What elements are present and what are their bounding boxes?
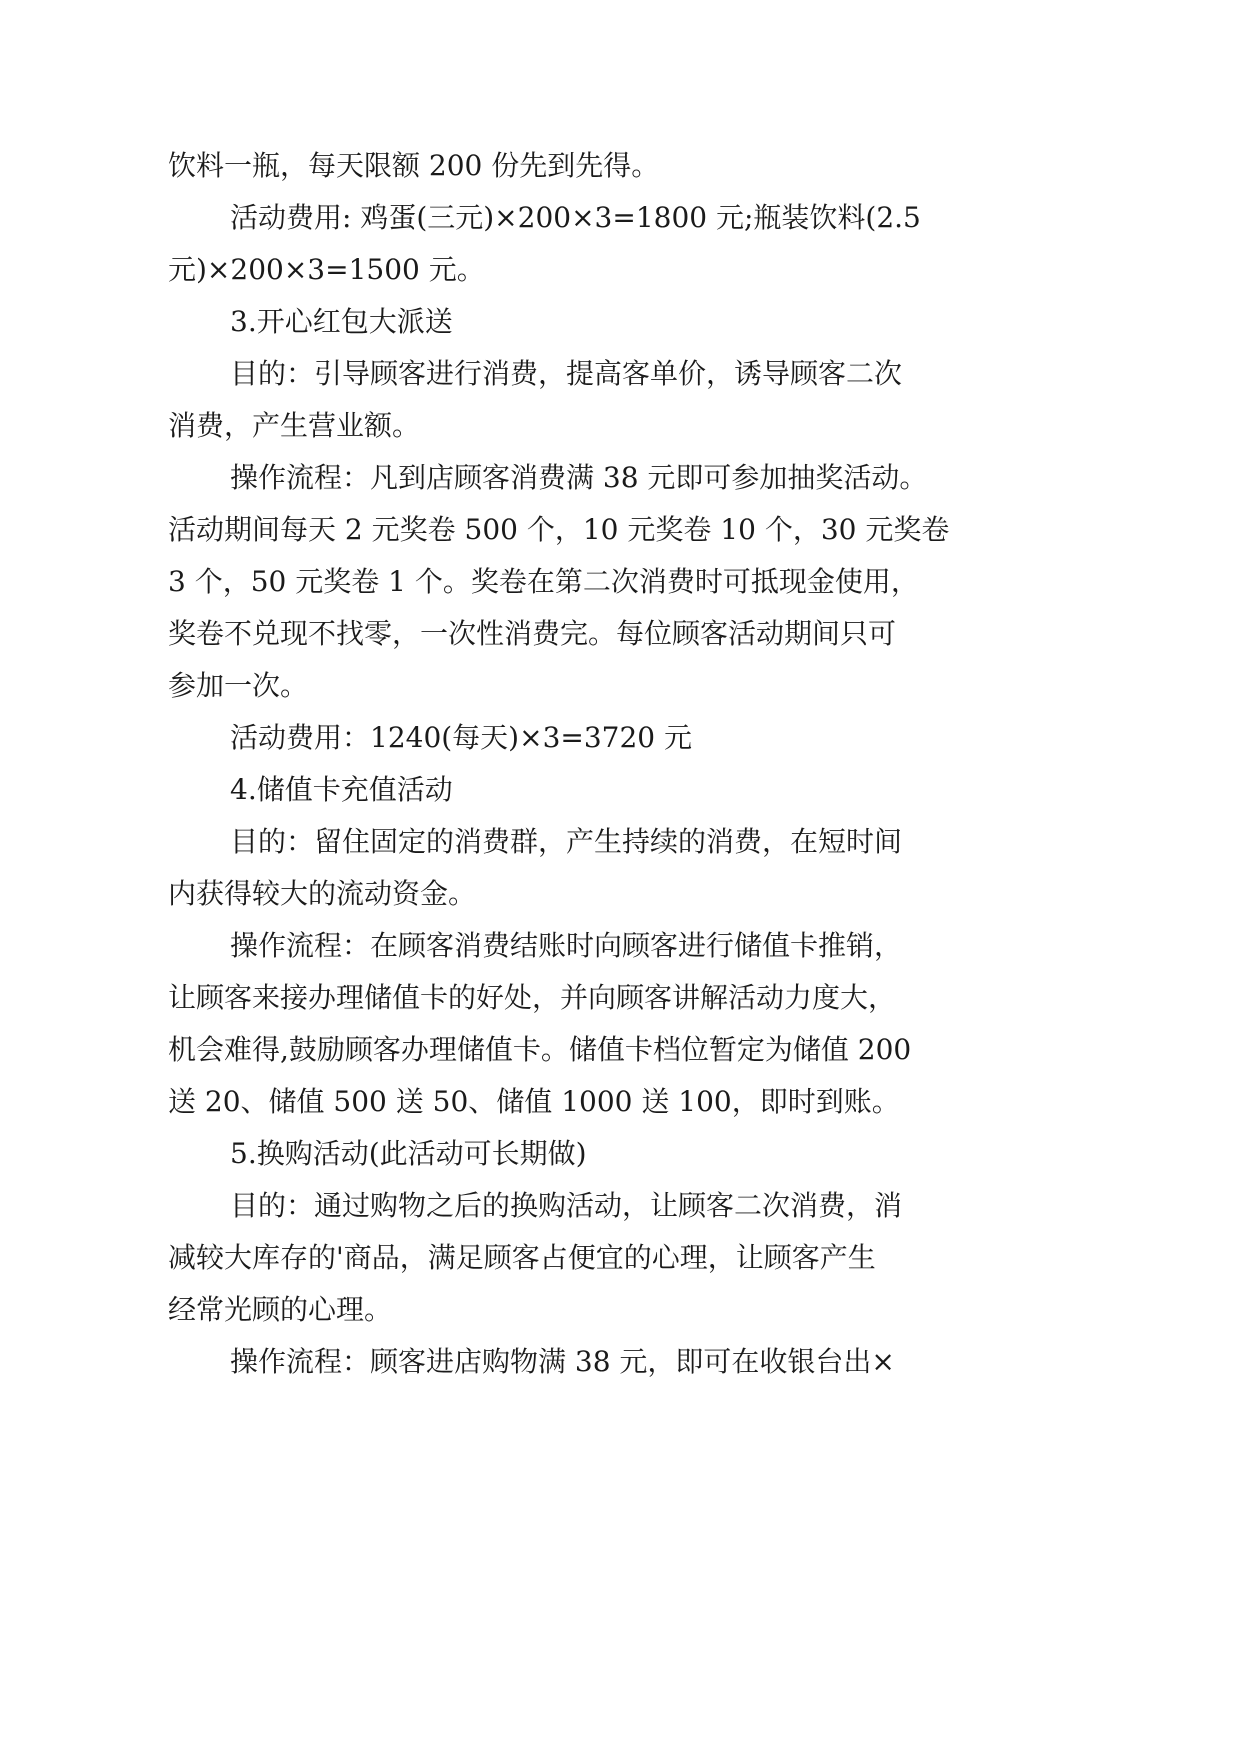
text-line-3: 元)×200×3=1500 元。 [168,253,485,286]
text-line-16: 操作流程：在顾客消费结账时向顾客进行储值卡推销， [230,929,903,962]
text-line-18: 机会难得,鼓励顾客办理储值卡。储值卡档位暂定为储值 200 [168,1033,912,1066]
section-heading-5: 5.换购活动(此活动可长期做) [230,1137,587,1170]
text-line-6: 消费，产生营业额。 [168,409,421,442]
text-line-8: 活动期间每天 2 元奖卷 500 个，10 元奖卷 10 个，30 元奖卷 [168,513,950,546]
text-line-14: 目的：留住固定的消费群，产生持续的消费，在短时间 [230,825,903,858]
text-line-11: 参加一次。 [168,669,309,702]
text-line-19: 送 20、储值 500 送 50、储值 1000 送 100，即时到账。 [168,1085,900,1118]
text-line-21: 目的：通过购物之后的换购活动，让顾客二次消费，消 [230,1189,903,1222]
text-line-2: 活动费用: 鸡蛋(三元)×200×3=1800 元;瓶装饮料(2.5 [230,201,921,234]
text-line-9: 3 个，50 元奖卷 1 个。奖卷在第二次消费时可抵现金使用， [168,565,919,598]
text-line-15: 内获得较大的流动资金。 [168,877,477,910]
text-line-23: 经常光顾的心理。 [168,1293,393,1326]
text-line-22: 减较大库存的'商品，满足顾客占便宜的心理，让顾客产生 [168,1241,876,1274]
section-heading-4: 4.储值卡充值活动 [230,773,453,806]
text-line-17: 让顾客来接办理储值卡的好处，并向顾客讲解活动力度大， [168,981,897,1014]
text-line-24: 操作流程：顾客进店购物满 38 元，即可在收银台出× [230,1345,895,1378]
text-line-7: 操作流程：凡到店顾客消费满 38 元即可参加抽奖活动。 [230,461,928,494]
text-line-1: 饮料一瓶，每天限额 200 份先到先得。 [168,149,660,182]
text-line-5: 目的：引导顾客进行消费，提高客单价，诱导顾客二次 [230,357,903,390]
text-line-12: 活动费用：1240(每天)×3=3720 元 [230,721,693,754]
text-line-10: 奖卷不兑现不找零，一次性消费完。每位顾客活动期间只可 [168,617,897,650]
section-heading-3: 3.开心红包大派送 [230,305,453,338]
